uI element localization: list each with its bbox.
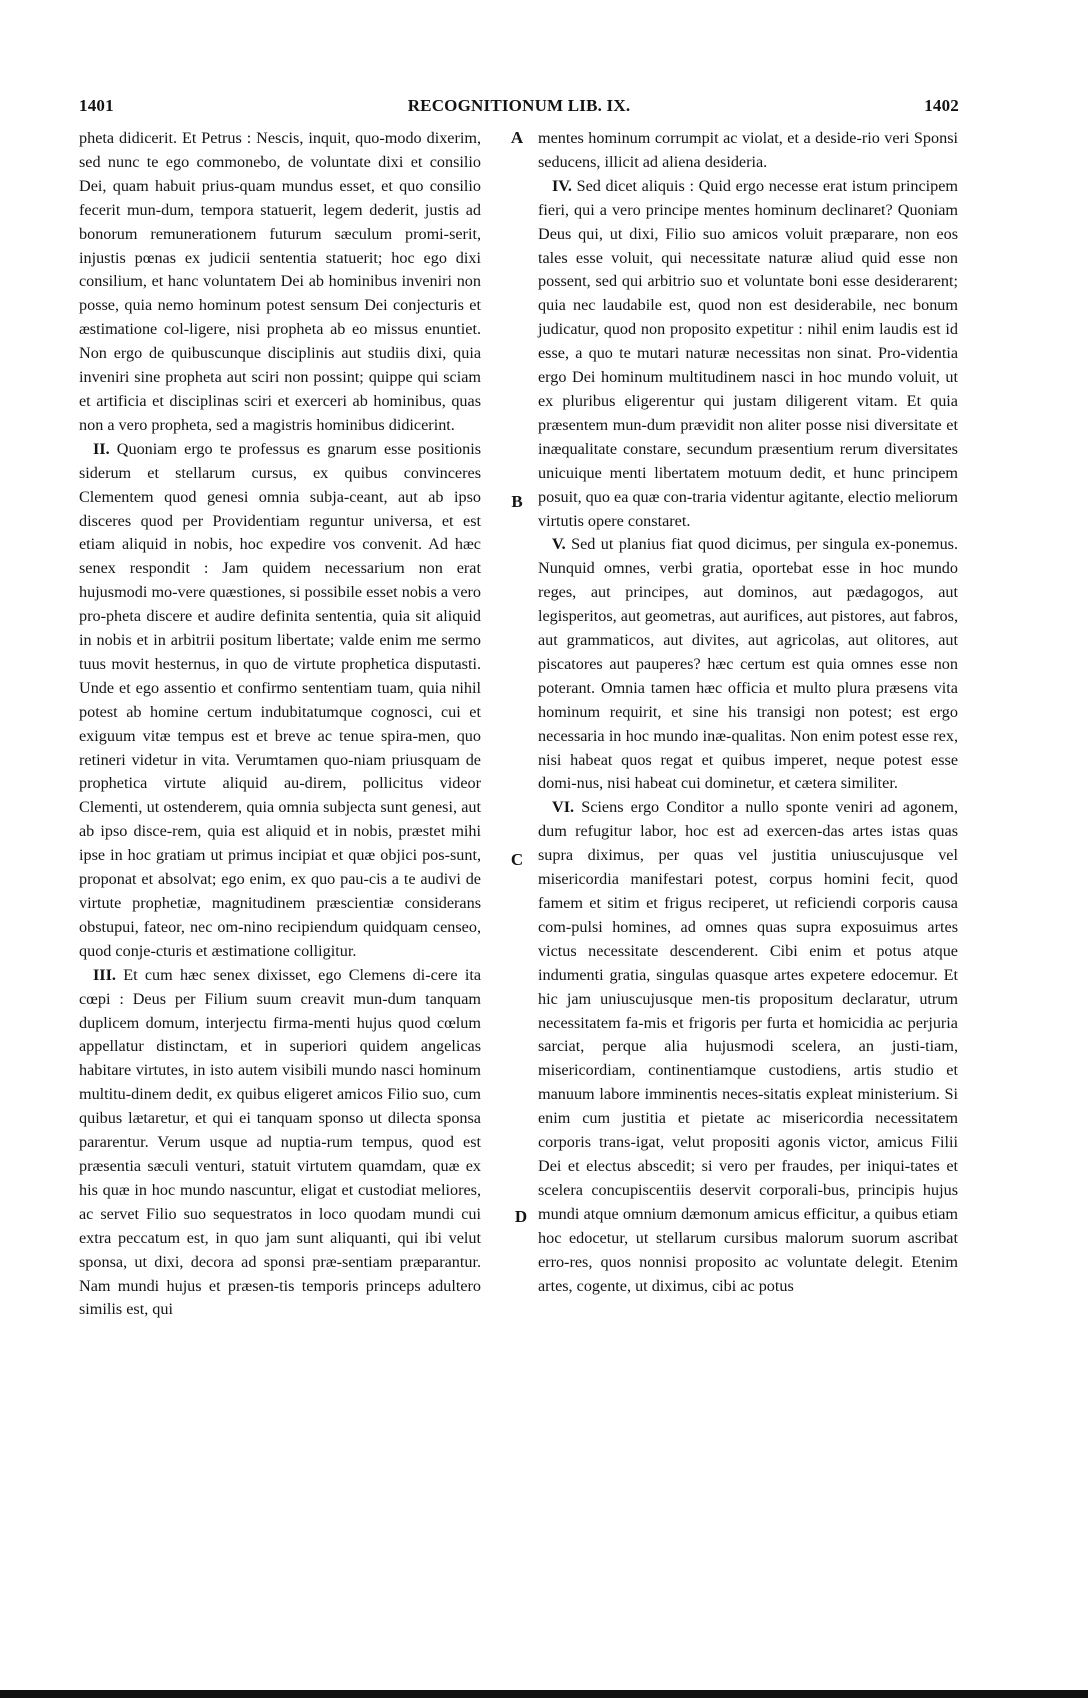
section-3-text: Et cum hæc senex dixisset, ego Clemens di-cere ita cœpi : Deus per Filium suum creavit mun-dum tanquam duplicem domum, interjectu firma-menti hujus quod cœlum appellatur distinctam, et in superiori quidem angelicas habitare virtutes, in isto autem visibili mundo nasci hominum multitu-dinem dedit, ex quibus eligeret amicos Filio suo, cum quibus lætaretur, et qui ei tanquam sponso ut dilecta sponsa pararentur. Verum usque ad nuptia-rum tempus, quod est præsentia sæculi venturi, statuit virtutem quamdam, quæ ex his quæ in hoc mundo nascuntur, eligat et custodiat meliores, ac servet Filio suo sequestratos in loco quodam mundi cui extra peccatum est, in quo jam sunt aliquanti, qui ibi velut sponsa, ut dixi, decora ad sponsi præ-sentiam præparantur. Nam mundi hujus et præsen-tis temporis princeps adultero similis est, qui: [79, 965, 481, 1319]
margin-marker-a: A: [510, 128, 524, 147]
section-5: [538, 533, 958, 796]
margin-marker-c: C: [510, 850, 524, 869]
section-3-number: III.: [93, 965, 116, 984]
margin-marker-d: D: [514, 1207, 528, 1226]
section-5-text: Sed ut planius fiat quod dicimus, per singula ex-ponemus. Nunquid omnes, verbi gratia, oportebat esse in hoc mundo reges, aut principes, aut dominos, aut pædagogos, aut legisperitos, aut geometras, aut aurifices, aut pistores, aut fabros, aut grammaticos, aut divites, aut agricolas, aut olitores, aut piscatores aut pauperes? hæc certum est quia omnes esse non poterant. Omnia tamen hæc officia et multo plura præsens vita hominum requirit, et sine his transigi non potest; est ergo necessaria in hoc mundo inæ-qualitas. Non enim potest esse rex, nisi habeat quos regat et quibus imperet, neque potest esse domi-nus, nisi habeat cui dominetur, et cætera similiter.: [538, 535, 959, 793]
section-2-text: Quoniam ergo te professus es gnarum esse positionis siderum et stellarum cursus, ex quibus convinceres Clementem quod genesi omnia subja-ceant, aut ab ipso disceres quod per Providentiam reguntur universa, et est etiam aliquid in nobis, hoc expedire vos convenit. Ad hæc senex respondit : Jam quidem necessarium non erat hujusmodi mo-vere quæstiones, si possibile esset nobis a vero pro-pheta discere et audire definita sententia, quia sit aliquid in nobis et in arbitrii positum libertate; valde enim me sermo tuus movit hesternus, in quo de virtute prophetica disputasti. Unde et ego assentio et confirmo sententiam tuam, quia nihil potest ab homine certum indubitatumque cognosci, cui et exiguum vitæ tempus est et breve ac tenue spira-men, quo retineri videtur in vita. Verumtamen quo-niam priusquam de prophetica virtute aliquid au-direm, pollicitus videor Clementi, ut ostenderem, quia omnia subjecta sunt genesi, aut ab ipso disce-rem, quia est aliquid et in nobis, præstet mihi ipse in hoc gratiam ut primus incipiat et quæ objici pos-sunt, proponat et absolvat; ego enim, ex quo pau-cis a te audivi de virtute prophetiæ, magnitudinem præscientiæ considerans obstupui, fateor, nec om-nino recipiendum quidquam censeo, quod conje-cturis et æstimatione colligitur.: [79, 439, 481, 960]
section-4: [538, 175, 958, 534]
section-5-number: V.: [552, 535, 566, 554]
section-4-text: Sed dicet aliquis : Quid ergo necesse erat istum principem fieri, qui a vero principe mentes hominum declinaret? Quoniam Deus qui, ut dixi, Filio suo amicos voluit præparare, non eos tales esse voluit, qui necessitate naturæ aliud quid esse non possent, sed qui arbitrio suo et voluntate boni esse desiderarent; quia nec laudabile est, quod non est desiderabile, nec bonum judicatur, quod non proposito expetitur : nihil enim laudis est id esse, a quo te mutari naturæ necessitas non sinat. Pro-videntia ergo Dei hominum multitudinem nasci in hoc mundo voluit, ut ex pluribus eligerentur qui justam diligerent vitam. Et quia præsentem mun-dum prævidit non aliter posse nisi diversitate et inæqualitate constare, secundum præsentium rerum diversitates unicuique menti libertatem motuum dedit, et hunc principem posuit, quo ea quæ con-traria videntur agitante, electio meliorum virtutis opere constaret.: [538, 176, 959, 530]
scan-bottom-edge: [0, 1690, 1088, 1698]
running-title: RECOGNITIONUM LIB. IX.: [407, 96, 631, 115]
margin-marker-b: B: [511, 492, 523, 511]
left-column: [79, 127, 481, 1322]
section-6-text: Sciens ergo Conditor a nullo sponte veniri ad agonem, dum refugitur labor, hoc est ad exercen-das artes istas quas supra diximus, per quas vel justitia uniuscujusque vel misericordia manifestari potest, corpus homini fecit, quod famem et sitim et frigus reciperet, ut reficiendi corporis causa com-pulsi homines, ad omnes quas supra exposuimus artes victus necessitate descenderent. Cibi enim et potus atque indumenti gratia, singulas quasque artes expetere edocemur. Et hic jam uniuscujusque men-tis propositum declaratur, utrum necessitatem fa-mis et frigoris per furta et homicidia ac perjuria sarciat, perque alia hujusmodi scelera, an justi-tiam, misericordiam, continentiamque custodiens, artis studio et manuum labore imminentis neces-sitatis expleat ministerium. Si enim cum justitia et pietate ac misericordia necessitatem corporis trans-igat, velut propositi agonis victor, amicus Filii Dei et electus abscedit; si vero per fraudes, per iniqui-tates et scelera concupiscentiis deservit corporali-bus, principis hujus mundi atque omnium dæmonum amicus efficitur, a quibus etiam hoc edocetur, ut stellarum cursibus malorum suorum ascribat erro-res, quos nonnisi proposito ac voluntate delegit. Etenim artes, cogente, ut diximus, cibi ac potus: [538, 798, 959, 1295]
left-paragraph-continuation: pheta didicerit. Et Petrus : Nescis, inquit, quo-modo dixerim, sed nunc te ego commonebo, de voluntate dixi et consilio Dei, quam habuit prius-quam mundus esset, et quo consilio fecerit mun-dum, tempora statuerit, legem dederit, justis ad bonorum remunerationem futurum sæculum promi-serit, injustis pœnas ex judicii sententia statuerit; hoc ego dixi consilium, et hanc voluntatem Dei ab hominibus inveniri non posse, quia nemo hominum potest sensum Dei conjecturis et æstimatione col-ligere, nisi propheta ab eo missus enuntiet. Non ergo de quibuscunque disciplinis aut studiis dixi, quia inveniri sine propheta aut sciri non possint; quippe qui sciam et artificia et disciplinas sciri et exerceri ab hominibus, quas non a vero propheta, sed a magistris hominibus didicerint.: [79, 129, 481, 434]
section-6: [538, 796, 958, 1298]
section-2: [79, 438, 481, 964]
left-page-number: 1401: [79, 96, 114, 115]
section-3: [79, 964, 481, 1323]
right-page-number: 1402: [924, 96, 959, 115]
section-6-number: VI.: [552, 798, 575, 817]
right-column: [538, 127, 958, 1298]
running-head: [79, 96, 959, 120]
right-paragraph-continuation: mentes hominum corrumpit ac violat, et a deside-rio veri Sponsi seducens, illicit ad aliena desideria.: [538, 129, 958, 171]
section-2-number: II.: [93, 439, 110, 458]
section-4-number: IV.: [552, 176, 572, 195]
